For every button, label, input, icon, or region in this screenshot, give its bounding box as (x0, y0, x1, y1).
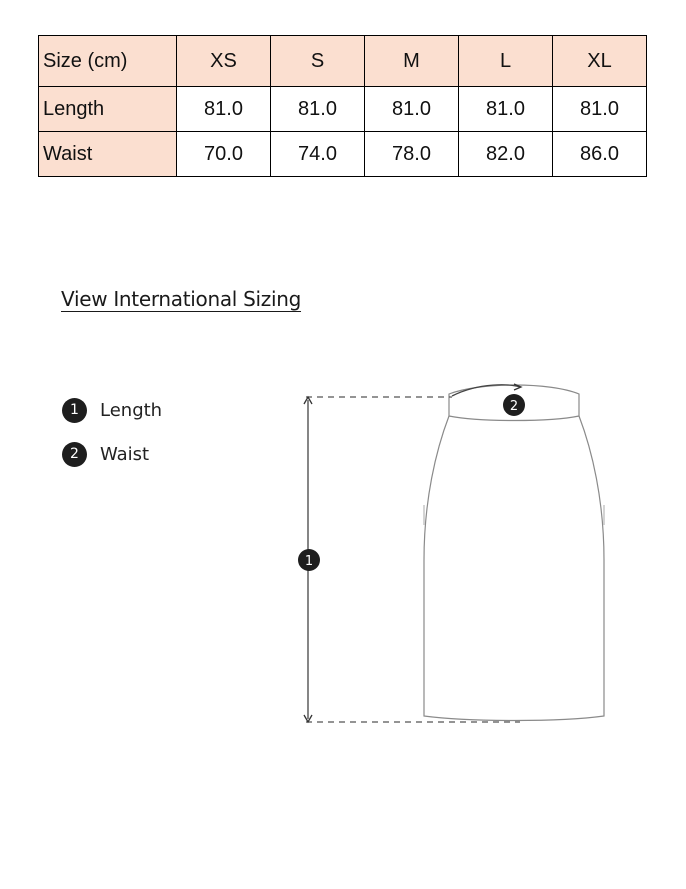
waist-l-cell: 82.0 (459, 132, 553, 177)
waist-xl-cell: 86.0 (553, 132, 647, 177)
skirt-body (424, 416, 604, 721)
length-xl-cell: 81.0 (553, 87, 647, 132)
legend-badge-1: 1 (62, 398, 87, 423)
size-header-s: S (271, 36, 365, 87)
waist-xs-cell: 70.0 (177, 132, 271, 177)
waist-m-cell: 78.0 (365, 132, 459, 177)
skirt-illustration (424, 385, 604, 721)
legend-label-length: Length (100, 400, 163, 421)
legend-badge-2: 2 (62, 442, 87, 467)
size-header-xl: XL (553, 36, 647, 87)
waist-s-cell: 74.0 (271, 132, 365, 177)
length-marker (298, 549, 320, 571)
length-m-cell: 81.0 (365, 87, 459, 132)
size-header-xs: XS (177, 36, 271, 87)
size-header-label: Size (cm) (39, 36, 177, 87)
waist-marker (503, 394, 525, 416)
view-international-sizing-link[interactable]: View International Sizing (61, 287, 302, 311)
legend-label-waist: Waist (100, 444, 150, 465)
length-marker-number: 1 (304, 554, 314, 569)
length-xs-cell: 81.0 (177, 87, 271, 132)
length-s-cell: 81.0 (271, 87, 365, 132)
length-l-cell: 81.0 (459, 87, 553, 132)
size-header-m: M (365, 36, 459, 87)
size-header-l: L (459, 36, 553, 87)
length-row-label: Length (39, 87, 177, 132)
waist-marker-number: 2 (509, 399, 519, 414)
waist-row-label: Waist (39, 132, 177, 177)
